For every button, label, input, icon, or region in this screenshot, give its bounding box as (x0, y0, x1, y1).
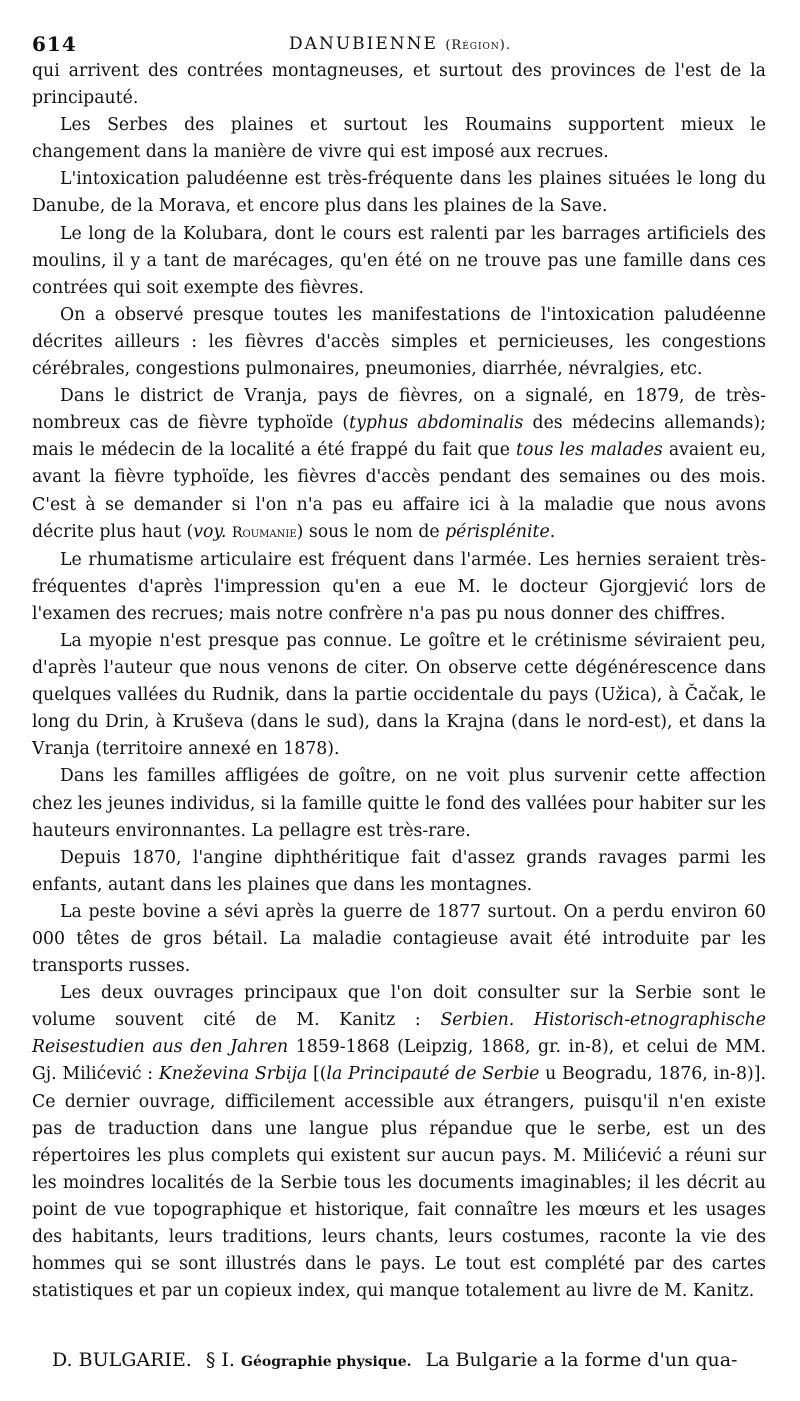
paragraph: On a observé presque toutes les manifestations de l'intoxication paludéenne décrites ailleurs : les fièvres d'accès simples et pernicieuses, les congestions cérébrales, congestions pulmonaires, pneumonies, diarrhée, névralgies, etc. (32, 304, 766, 380)
section-heading-line (52, 1346, 766, 1376)
text-run: [( (307, 1064, 327, 1085)
paragraph: qui arrivent des contrées montagneuses, et surtout des provinces de l'est de la principauté. (32, 61, 766, 109)
text-run: 1859-1868 (Leipzig, 1868, gr. in-8), et celui de MM. Gj. Milićević : (32, 1037, 766, 1085)
italic-run: périsplénite (445, 521, 550, 542)
paragraph (32, 383, 766, 547)
subsection-number: § I. (205, 1349, 235, 1371)
page-header (32, 32, 768, 58)
text-run: ) sous le nom de (296, 521, 446, 542)
body-text (32, 58, 766, 1305)
running-title (32, 34, 768, 54)
running-title-main: DANUBIENNE (289, 34, 438, 54)
paragraph: L'intoxication paludéenne est très-fréquente dans les plaines situées le long du Danube, de la Morava, et encore plus dans les plaines de la Save. (32, 169, 766, 217)
text-run: Les deux ouvrages principaux que l'on doit consulter sur la Serbie sont le volume souvent cité de M. Kanitz : (32, 983, 766, 1031)
text-run: Dans le district de Vranja, pays de fièvres, on a signalé, en 1879, de très-nombreux cas de fièvre typhoïde ( (32, 386, 766, 434)
subsection-title: Géographie physique. (241, 1354, 412, 1370)
paragraph: La myopie n'est presque pas connue. Le goître et le crétinisme séviraient peu, d'après l'auteur que nous venons de citer. On observe cette dégénérescence dans quelques vallées du Rudnik, dans la partie occidentale du pays (Užica), à Čačak, le long du Drin, à Kruševa (dans le sud), dans la Krajna (dans le nord-est), et dans la Vranja (territoire annexé en 1878). (32, 630, 766, 760)
paragraph: Dans les familles affligées de goître, on ne voit plus survenir cette affection chez les jeunes individus, si la famille quitte le fond des vallées pour habiter sur les hauteurs environnantes. La pellagre est très-rare. (32, 766, 766, 841)
italic-run: Kneževina Srbija (158, 1064, 308, 1085)
text-run: . (549, 521, 556, 542)
cross-reference: Roumanie (231, 524, 297, 541)
italic-run: tous les malades (516, 440, 663, 461)
paragraph: Depuis 1870, l'angine diphthéritique fait d'assez grands ravages parmi les enfants, autant dans les plaines que dans les montagnes. (32, 847, 766, 895)
italic-run: typhus abdominalis (349, 413, 524, 434)
italic-run: la Principauté de Serbie (326, 1064, 540, 1085)
italic-run: Serbien. Historisch-etnographische Reisestudien aus den Jahren (32, 1010, 766, 1058)
section-label: D. BULGARIE. (52, 1349, 192, 1371)
text-run: des médecins allemands); mais le médecin de la localité a été frappé du fait que (32, 413, 766, 461)
italic-run: voy. (193, 521, 227, 542)
section-text: La Bulgarie a la forme d'un qua- (425, 1349, 738, 1371)
text-run: u Beogradu, 1876, in-8)]. Ce dernier ouvrage, difficilement accessible aux étrangers, puisqu'il n'en existe pas de traduction dans une langue plus répandue que le serbe, est un des répertoires les plus complets qui existent sur aucun pays. M. Milićević a réuni sur les moindres localités de la Serbie tous les documents imaginables; il les décrit au point de vue topographique et historique, fait connaître les mœurs et les usages des habitants, leurs traditions, leurs chants, leurs costumes, raconte la vie des hommes qui se sont illustrés dans le pays. Le tout est complété par des cartes statistiques et par un copieux index, qui manque totalement au livre de M. Kanitz. (32, 1064, 766, 1302)
paragraph: Le rhumatisme articulaire est fréquent dans l'armée. Les hernies seraient très-fréquentes d'après l'impression qu'en a eue M. le docteur Gjorgjević lors de l'examen des recrues; mais notre confrère n'a pas pu nous donner des chiffres. (32, 549, 766, 624)
paragraph (32, 980, 766, 1305)
page-number: 614 (32, 32, 77, 56)
paragraph: Les Serbes des plaines et surtout les Roumains supportent mieux le changement dans la manière de vivre qui est imposé aux recrues. (32, 115, 766, 163)
text-run: avaient eu, avant la fièvre typhoïde, les fièvres d'accès pendant des semaines ou des mois. C'est à se demander si l'on n'a pas eu affaire ici à la maladie que nous avons décrite plus haut ( (32, 440, 766, 542)
running-title-region: (Région). (445, 38, 511, 53)
paragraph: Le long de la Kolubara, dont le cours est ralenti par les barrages artificiels des moulins, il y a tant de marécages, qu'en été on ne trouve pas une famille dans ces contrées qui soit exempte des fièvres. (32, 223, 766, 298)
paragraph: La peste bovine a sévi après la guerre de 1877 surtout. On a perdu environ 60 000 têtes de gros bétail. La maladie contagieuse avait été introduite par les transports russes. (32, 901, 766, 977)
